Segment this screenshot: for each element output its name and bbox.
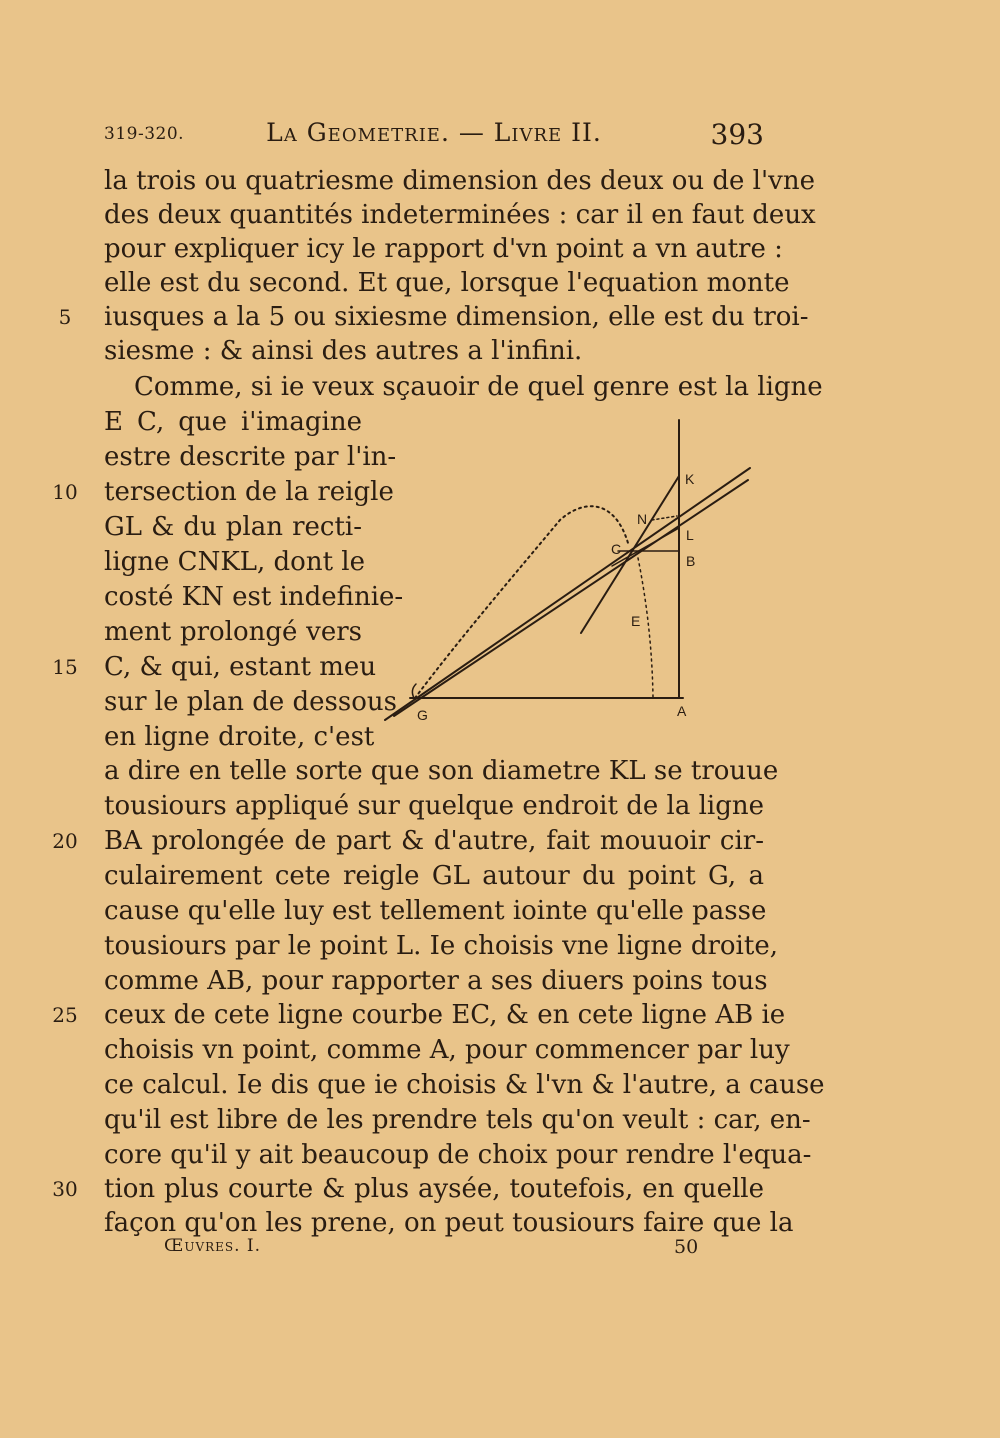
text-line: Comme, si ie veux sçauoir de quel genre est la ligne (134, 372, 823, 402)
line-number: 25 (52, 1003, 78, 1027)
footer-signature: 50 (674, 1236, 699, 1258)
text-line: la trois ou quatriesme dimension des deux ou de l'vne (104, 166, 815, 196)
text-line: sur le plan de dessous (104, 687, 397, 717)
line-number: 30 (52, 1177, 78, 1201)
text-line: culairement cete reigle GL autour du point G, a (104, 861, 764, 891)
label-a: A (677, 703, 687, 719)
text-line: façon qu'on les prene, on peut tousiours faire que la (104, 1208, 794, 1238)
text-line: ligne CNKL, dont le (104, 547, 365, 577)
line-number: 10 (52, 480, 78, 504)
text-line: costé KN est indefinie- (104, 582, 404, 612)
geometry-figure (380, 408, 770, 748)
text-line: estre descrite par l'in- (104, 442, 397, 472)
text-line: core qu'il y ait beaucoup de choix pour rendre l'equa- (104, 1140, 812, 1170)
header-page-number: 393 (710, 118, 764, 151)
text-line: ment prolongé vers (104, 617, 362, 647)
text-line: iusques a la 5 ou sixiesme dimension, elle est du troi- (104, 302, 809, 332)
label-b: B (686, 553, 696, 569)
footer-volume: Œuvres. I. (164, 1236, 262, 1256)
running-header (104, 118, 764, 152)
text-line: qu'il est libre de les prendre tels qu'on veult : car, en- (104, 1105, 811, 1135)
label-e: E (631, 613, 641, 629)
line-number: 15 (52, 655, 78, 679)
text-line: a dire en telle sorte que son diametre KL se trouue (104, 756, 779, 786)
line-kn-prolonged (581, 476, 679, 633)
text-line: tersection de la reigle (104, 477, 394, 507)
dotted-nl (652, 516, 677, 520)
text-line: cause qu'elle luy est tellement iointe qu'elle passe (104, 896, 767, 926)
ruler-gl (385, 468, 750, 720)
text-line: comme AB, pour rapporter a ses diuers poins tous (104, 966, 768, 996)
text-line: pour expliquer icy le rapport d'vn point a vn autre : (104, 234, 783, 264)
text-line: C, & qui, estant meu (104, 652, 377, 682)
line-number: 20 (52, 829, 78, 853)
label-c: C (611, 541, 622, 557)
text-line: E C, que i'imagine (104, 407, 362, 437)
label-g: G (417, 707, 428, 723)
text-line: tion plus courte & plus aysée, toutefois, en quelle (104, 1174, 764, 1204)
line-lc (612, 528, 679, 566)
text-line: ce calcul. Ie dis que ie choisis & l'vn & l'autre, a cause (104, 1070, 825, 1100)
text-line: choisis vn point, comme A, pour commencer par luy (104, 1035, 790, 1065)
line-number: 5 (58, 305, 72, 329)
label-l: L (686, 527, 694, 543)
curve-ec (415, 506, 628, 698)
label-k: K (685, 471, 695, 487)
label-n: N (637, 511, 648, 527)
page-footer (104, 1236, 764, 1266)
ruler-gl-edge (394, 480, 748, 716)
text-line: en ligne droite, c'est (104, 722, 375, 752)
text-line: BA prolongée de part & d'autre, fait mouuoir cir- (104, 826, 764, 856)
header-page-range: 319-320. (104, 124, 185, 144)
text-line: GL & du plan recti- (104, 512, 362, 542)
header-title: La Geometrie. — Livre II. (266, 118, 602, 147)
text-line: ceux de cete ligne courbe EC, & en cete ligne AB ie (104, 1000, 786, 1030)
text-line: tousiours par le point L. Ie choisis vne ligne droite, (104, 931, 778, 961)
text-line: elle est du second. Et que, lorsque l'equation monte (104, 268, 790, 298)
text-line: des deux quantités indeterminées : car il en faut deux (104, 200, 816, 230)
text-line: siesme : & ainsi des autres a l'infini. (104, 336, 583, 366)
text-line: tousiours appliqué sur quelque endroit de la ligne (104, 791, 764, 821)
